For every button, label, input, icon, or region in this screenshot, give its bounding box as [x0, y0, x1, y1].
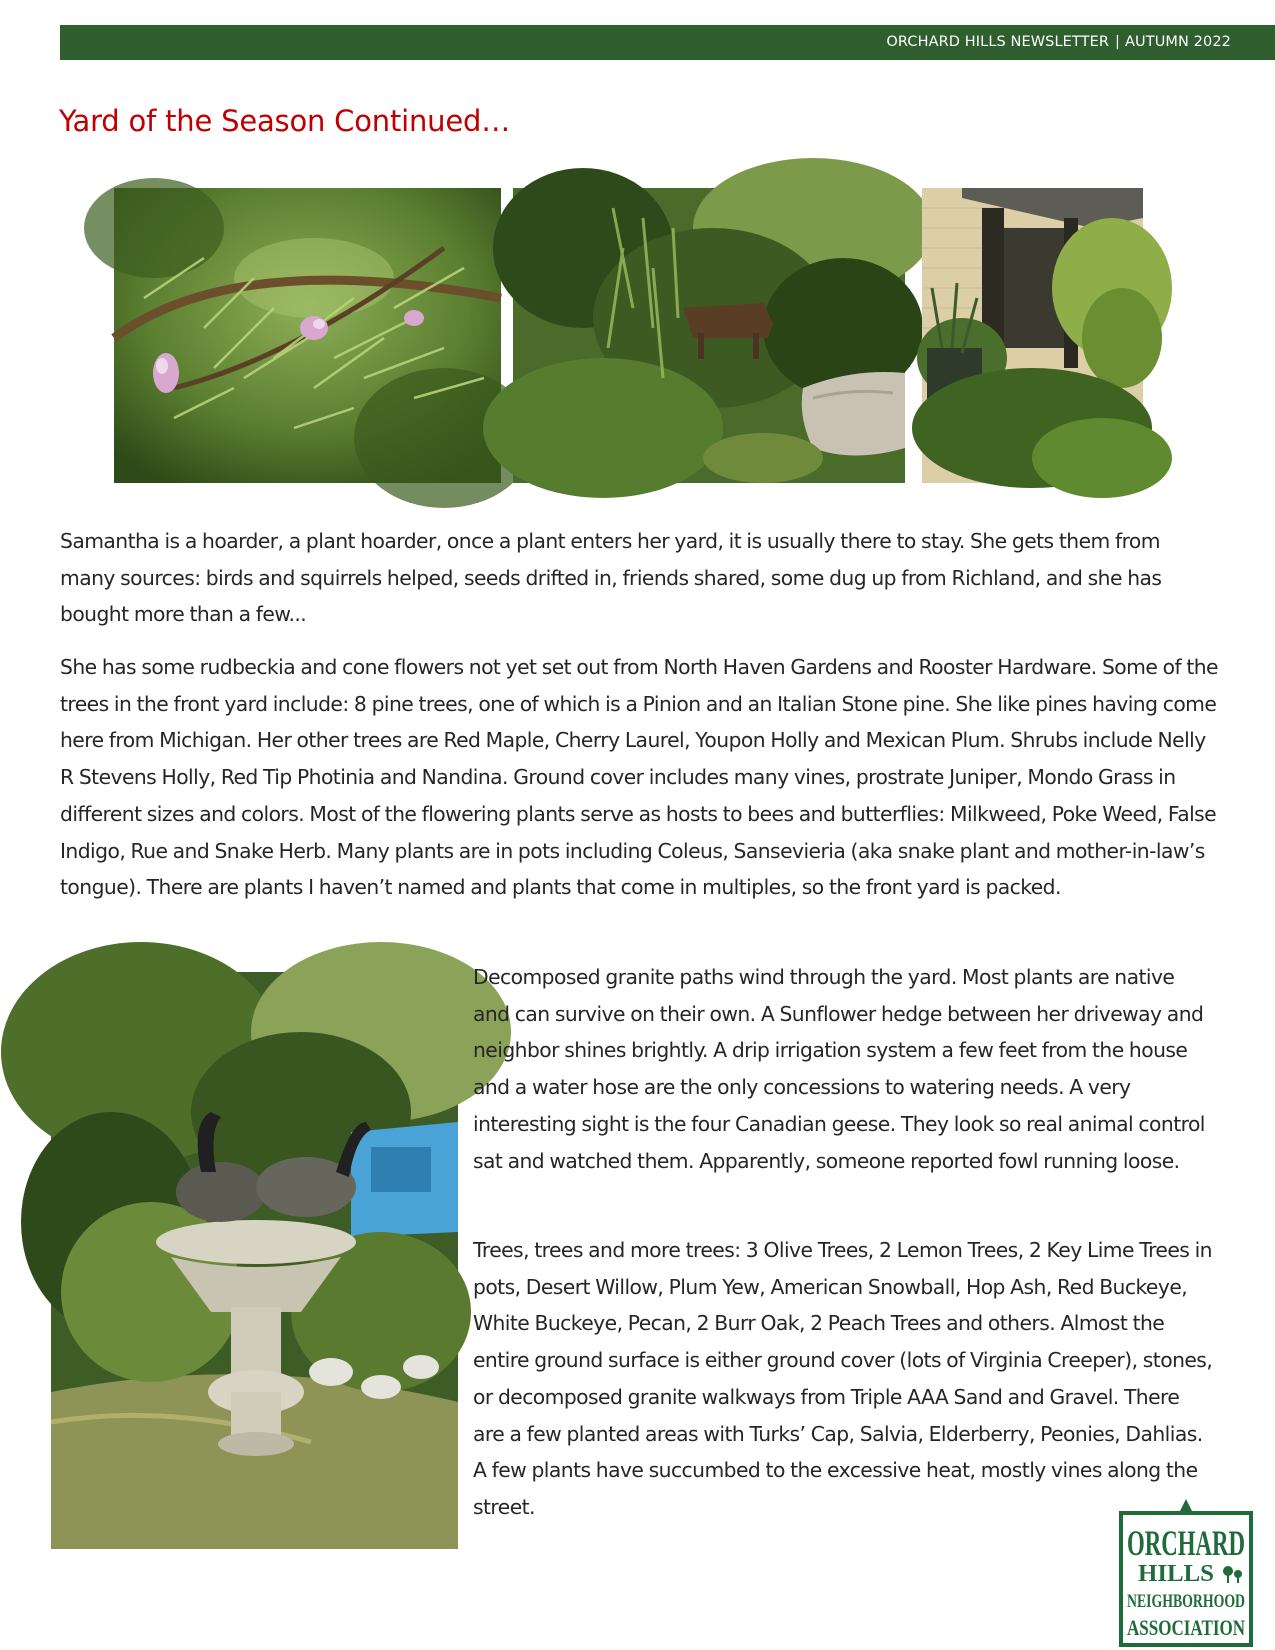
- garden-path-photo: [513, 188, 905, 483]
- page-title: Yard of the Season Continued…: [59, 104, 510, 138]
- issue-season: AUTUMN 2022: [1125, 34, 1231, 50]
- header-separator: |: [1115, 34, 1121, 50]
- plants-paragraph: She has some rudbeckia and cone flowers not yet set out from North Haven Gardens and Rooster Hardware. Some of the trees in the front yard include: 8 pine trees, one of which is a Pinion and an Italian Stone pine. She like pines having come here from Michigan. Her other trees are Red Maple, Cherry Laurel, Youpon Holly and Mexican Plum. Shrubs include Nelly R Stevens Holly, Red Tip Photinia and Nandina. Ground cover includes many vines, prostrate Juniper, Mondo Grass in different sizes and colors. Most of the flowering plants serve as hosts to bees and butterflies: Milkweed, Poke Weed, False Indigo, Rue and Snake Herb. Many plants are in pots including Coleus, Sansevieria (aka snake plant and mother-in-law’s tongue). There are plants I haven’t named and plants that come in multiples, so the front yard is packed.: [60, 655, 1218, 900]
- association-logo: [1118, 1495, 1254, 1647]
- intro-paragraph: Samantha is a hoarder, a plant hoarder, once a plant enters her yard, it is usually there to stay. She gets them from many sources: birds and squirrels helped, seeds drifted in, friends shared, some dug up from Richland, and she has bought more than a few...: [60, 529, 1162, 627]
- svg-text:ORCHARD: ORCHARD: [1127, 1523, 1245, 1563]
- svg-text:ASSOCIATION: ASSOCIATION: [1127, 1615, 1246, 1640]
- header-banner: [60, 25, 1275, 60]
- trees-paragraph: Trees, trees and more trees: 3 Olive Trees, 2 Lemon Trees, 2 Key Lime Trees in pots, Desert Willow, Plum Yew, American Snowball, Hop Ash, Red Buckeye, White Buckeye, Pecan, 2 Burr Oak, 2 Peach Trees and others. Almost the entire ground surface is either ground cover (lots of Virginia Creeper), stones, or decomposed granite walkways from Triple AAA Sand and Gravel. There are a few planted areas with Turks’ Cap, Salvia, Elderberry, Peonies, Dahlias. A few plants have succumbed to the excessive heat, mostly vines along the street.: [473, 1238, 1213, 1519]
- geese-birdbath-photo: [51, 972, 458, 1549]
- desert-willow-photo: [114, 188, 501, 483]
- paths-paragraph: Decomposed granite paths wind through the yard. Most plants are native and can survive on their own. A Sunflower hedge between her driveway and neighbor shines brightly. A drip irrigation system a few feet from the house and a water hose are the only concessions to watering needs. A very interesting sight is the four Canadian geese. They look so real animal control sat and watched them. Apparently, someone reported fowl running loose.: [473, 965, 1205, 1173]
- svg-text:HILLS: HILLS: [1138, 1561, 1214, 1587]
- publication-name: ORCHARD HILLS NEWSLETTER: [886, 34, 1110, 50]
- svg-text:NEIGHBORHOOD: NEIGHBORHOOD: [1127, 1591, 1245, 1612]
- house-front-photo: [922, 188, 1143, 483]
